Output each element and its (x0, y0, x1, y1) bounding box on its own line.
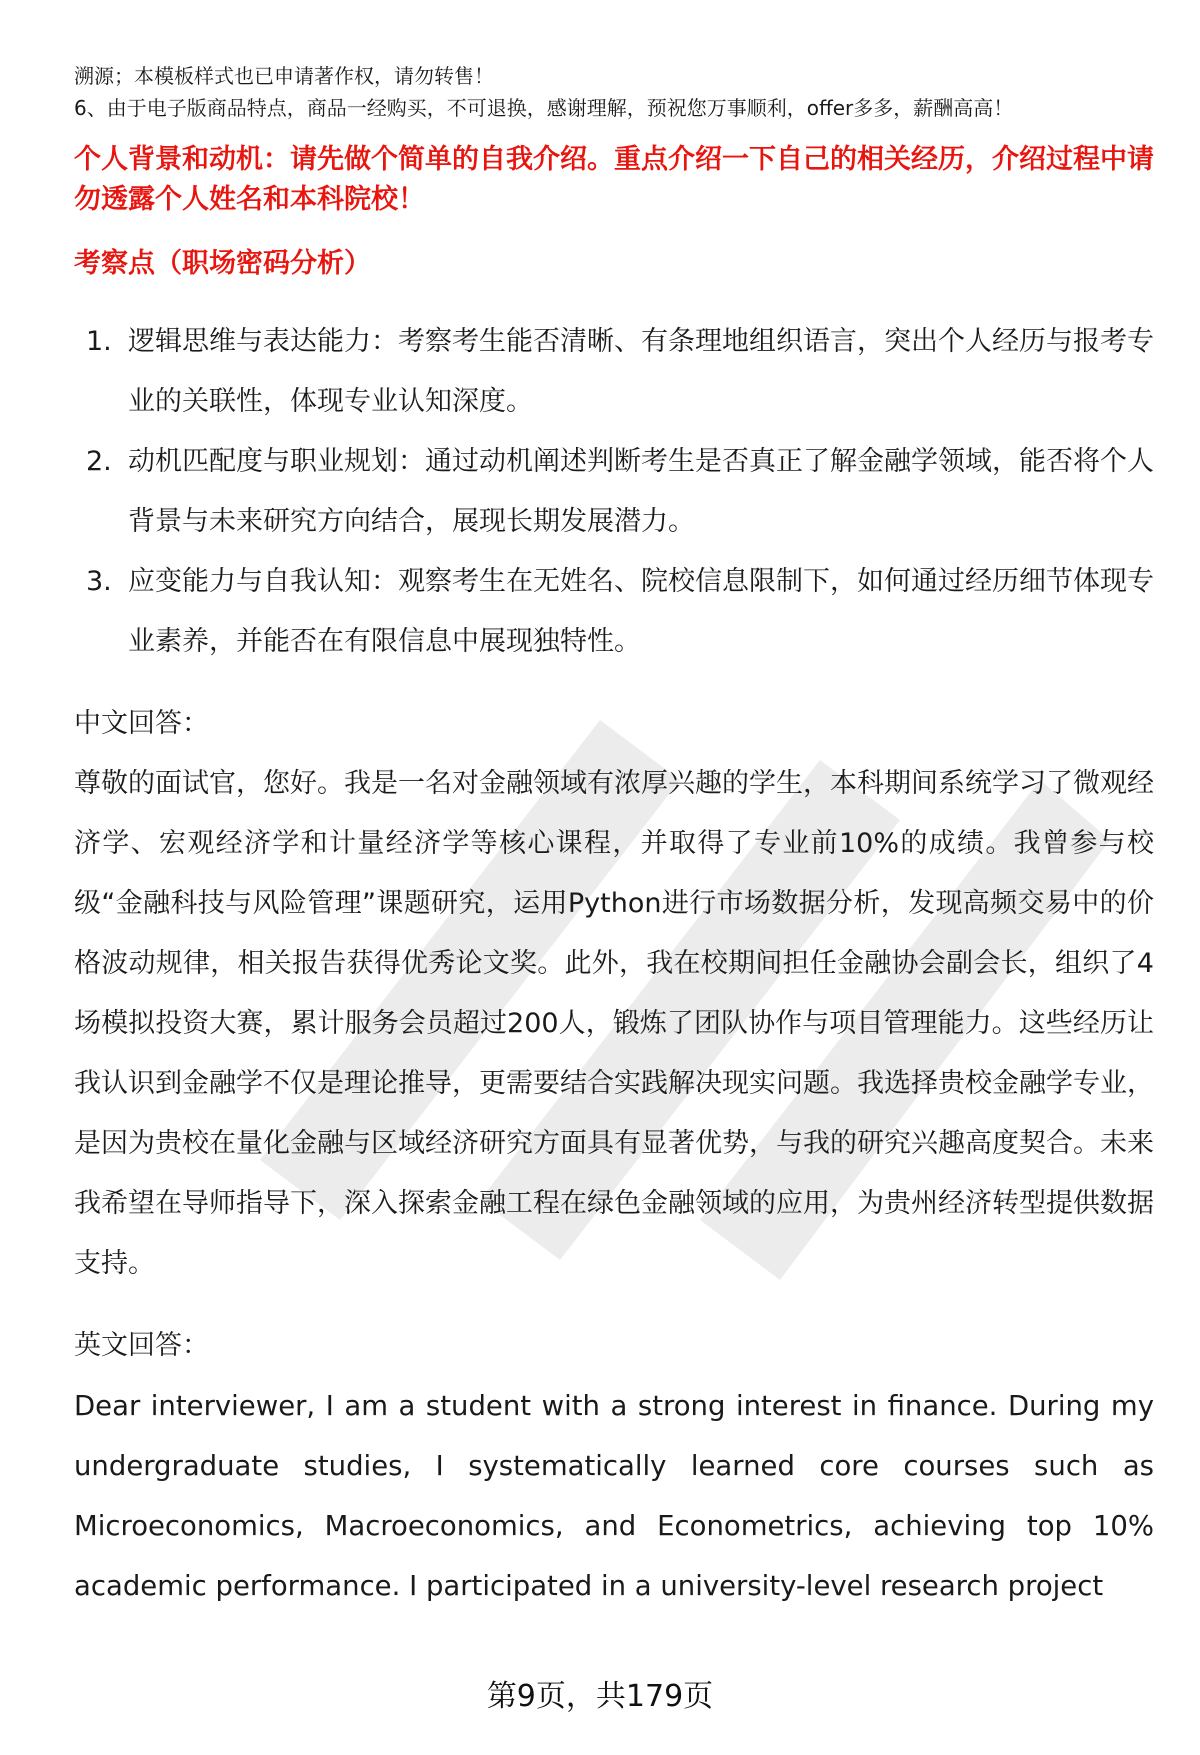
question-heading: 个人背景和动机：请先做个简单的自我介绍。重点介绍一下自己的相关经历，介绍过程中请勿透露个人姓名和本科院校！ (74, 144, 1154, 215)
list-item (74, 552, 1154, 672)
note-line-1: 溯源；本模板样式也已申请著作权，请勿转售！ (74, 64, 494, 88)
list-item-text: 应变能力与自我认知：观察考生在无姓名、院校信息限制下，如何通过经历细节体现专业素养，并能否在有限信息中展现独特性。 (128, 566, 1154, 657)
list-item-number: 2. (86, 446, 112, 477)
chinese-answer-text: 尊敬的面试官，您好。我是一名对金融领域有浓厚兴趣的学生，本科期间系统学习了微观经济学、宏观经济学和计量经济学等核心课程，并取得了专业前10%的成绩。我曾参与校级“金融科技与风险管理”课题研究，运用Python进行市场数据分析，发现高频交易中的价格波动规律，相关报告获得优秀论文奖。此外，我在校期间担任金融协会副会长，组织了4场模拟投资大赛，累计服务会员超过200人，锻炼了团队协作与项目管理能力。这些经历让我认识到金融学不仅是理论推导，更需要结合实践解决现实问题。我选择贵校金融学专业，是因为贵校在量化金融与区域经济研究方面具有显著优势，与我的研究兴趣高度契合。未来我希望在导师指导下，深入探索金融工程在绿色金融领域的应用，为贵州经济转型提供数据支持。 (74, 768, 1154, 1279)
list-item-text: 动机匹配度与职业规划：通过动机阐述判断考生是否真正了解金融学领域，能否将个人背景与未来研究方向结合，展现长期发展潜力。 (128, 446, 1154, 537)
list-item (74, 312, 1154, 432)
english-answer-label: 英文回答： (74, 1330, 209, 1361)
list-item (74, 432, 1154, 552)
page-content (74, 60, 1154, 1616)
list-item-text: 逻辑思维与表达能力：考察考生能否清晰、有条理地组织语言，突出个人经历与报考专业的关联性，体现专业认知深度。 (128, 326, 1154, 417)
chinese-answer-label: 中文回答： (74, 708, 209, 739)
section-title: 考察点（职场密码分析） (74, 248, 371, 279)
note-line-2: 6、由于电子版商品特点，商品一经购买，不可退换，感谢理解，预祝您万事顺利，offer多多，薪酬高高！ (74, 96, 1014, 120)
english-answer-text: Dear interviewer, I am a student with a strong interest in finance. During my undergraduate studies, I systematically learned core courses such as Microeconomics, Macroeconomics, and Econometrics, achieving top 10% academic performance. I participated in a university-level research project (74, 1390, 1154, 1602)
page-number-footer: 第9页，共179页 (486, 1679, 714, 1714)
list-item-number: 1. (86, 326, 112, 357)
assessment-points-list (74, 312, 1154, 672)
list-item-number: 3. (86, 566, 112, 597)
